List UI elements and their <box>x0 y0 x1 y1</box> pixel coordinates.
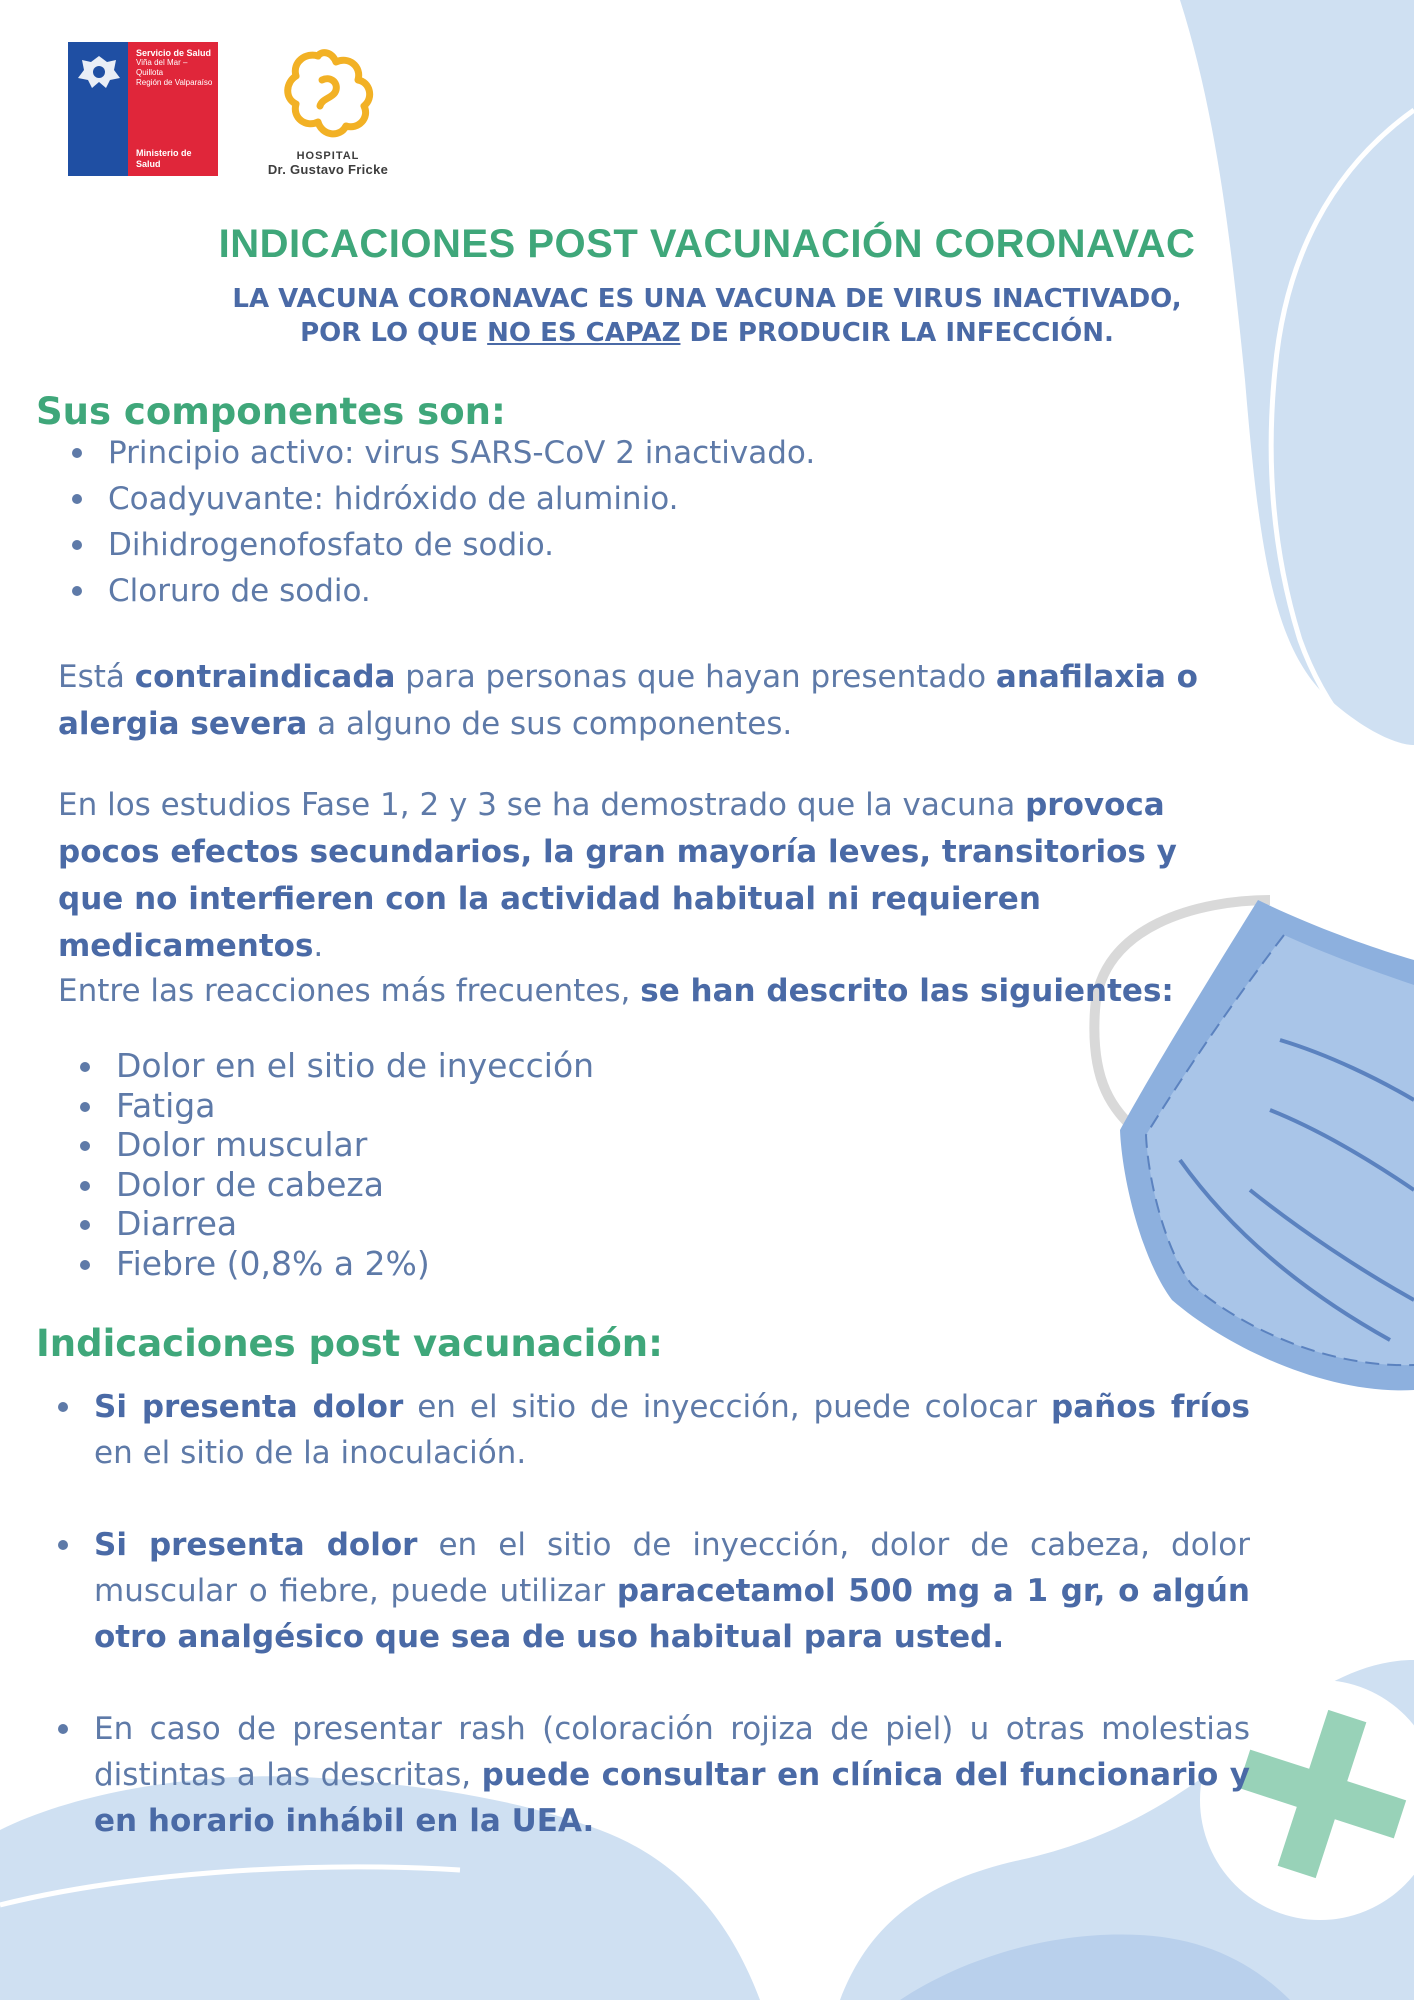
components-heading: Sus componentes son: <box>36 390 506 433</box>
list-item: Diarrea <box>80 1204 880 1244</box>
list-item: En caso de presentar rash (coloración rojiza de piel) u otras molestias distintas a las descritas, puede consultar en clínica del funcionario y en horario inhábil en la UEA. <box>58 1706 1250 1844</box>
reactions-list <box>80 1046 880 1283</box>
list-item: Dolor muscular <box>80 1125 880 1165</box>
coat-of-arms-icon <box>76 52 122 92</box>
list-item: Coadyuvante: hidróxido de aluminio. <box>72 476 972 522</box>
post-vaccination-list <box>58 1384 1250 1890</box>
hospital-logo <box>248 46 408 186</box>
subtitle-line-2: POR LO QUE NO ES CAPAZ DE PRODUCIR LA INFECCIÓN. <box>300 318 1114 348</box>
subtitle-line-1: LA VACUNA CORONAVAC ES UNA VACUNA DE VIRUS INACTIVADO, <box>232 284 1182 314</box>
list-item: Dihidrogenofosfato de sodio. <box>72 522 972 568</box>
hospital-mark-icon <box>278 46 374 146</box>
reactions-intro: Entre las reacciones más frecuentes, se han descrito las siguientes: <box>58 973 1174 1009</box>
list-item: Fiebre (0,8% a 2%) <box>80 1244 880 1284</box>
list-item: Dolor de cabeza <box>80 1165 880 1205</box>
list-item: Cloruro de sodio. <box>72 568 972 614</box>
gov-ministry-text: Ministerio de Salud <box>136 148 192 169</box>
hospital-name: HOSPITAL Dr. Gustavo Fricke <box>267 150 389 177</box>
studies-paragraph: En los estudios Fase 1, 2 y 3 se ha demostrado que la vacuna provoca pocos efectos secundarios, la gran mayoría leves, transitorios y que no interfieren con la actividad habitual ni requieren medicamentos. <box>58 787 1177 964</box>
list-item: Si presenta dolor en el sitio de inyección, dolor de cabeza, dolor muscular o fiebre, puede utilizar paracetamol 500 mg a 1 gr, o algún otro analgésico que sea de uso habitual para usted. <box>58 1522 1250 1660</box>
list-item: Dolor en el sitio de inyección <box>80 1046 880 1086</box>
list-item: Principio activo: virus SARS-CoV 2 inactivado. <box>72 430 972 476</box>
components-list <box>72 430 972 614</box>
list-item: Fatiga <box>80 1086 880 1126</box>
post-vaccination-heading: Indicaciones post vacunación: <box>36 1322 663 1365</box>
page-subtitle <box>0 282 1414 350</box>
contraindication-paragraph: Está contraindicada para personas que hayan presentado anafilaxia o alergia severa a alguno de sus componentes. <box>58 659 1198 742</box>
page-title: INDICACIONES POST VACUNACIÓN CORONAVAC <box>218 222 1196 266</box>
list-item: Si presenta dolor en el sitio de inyección, puede colocar paños fríos en el sitio de la inoculación. <box>58 1384 1250 1476</box>
ministerio-salud-logo <box>68 42 218 176</box>
gov-service-text: Servicio de Salud Viña del Mar – Quillota Región de Valparaíso <box>136 48 213 87</box>
